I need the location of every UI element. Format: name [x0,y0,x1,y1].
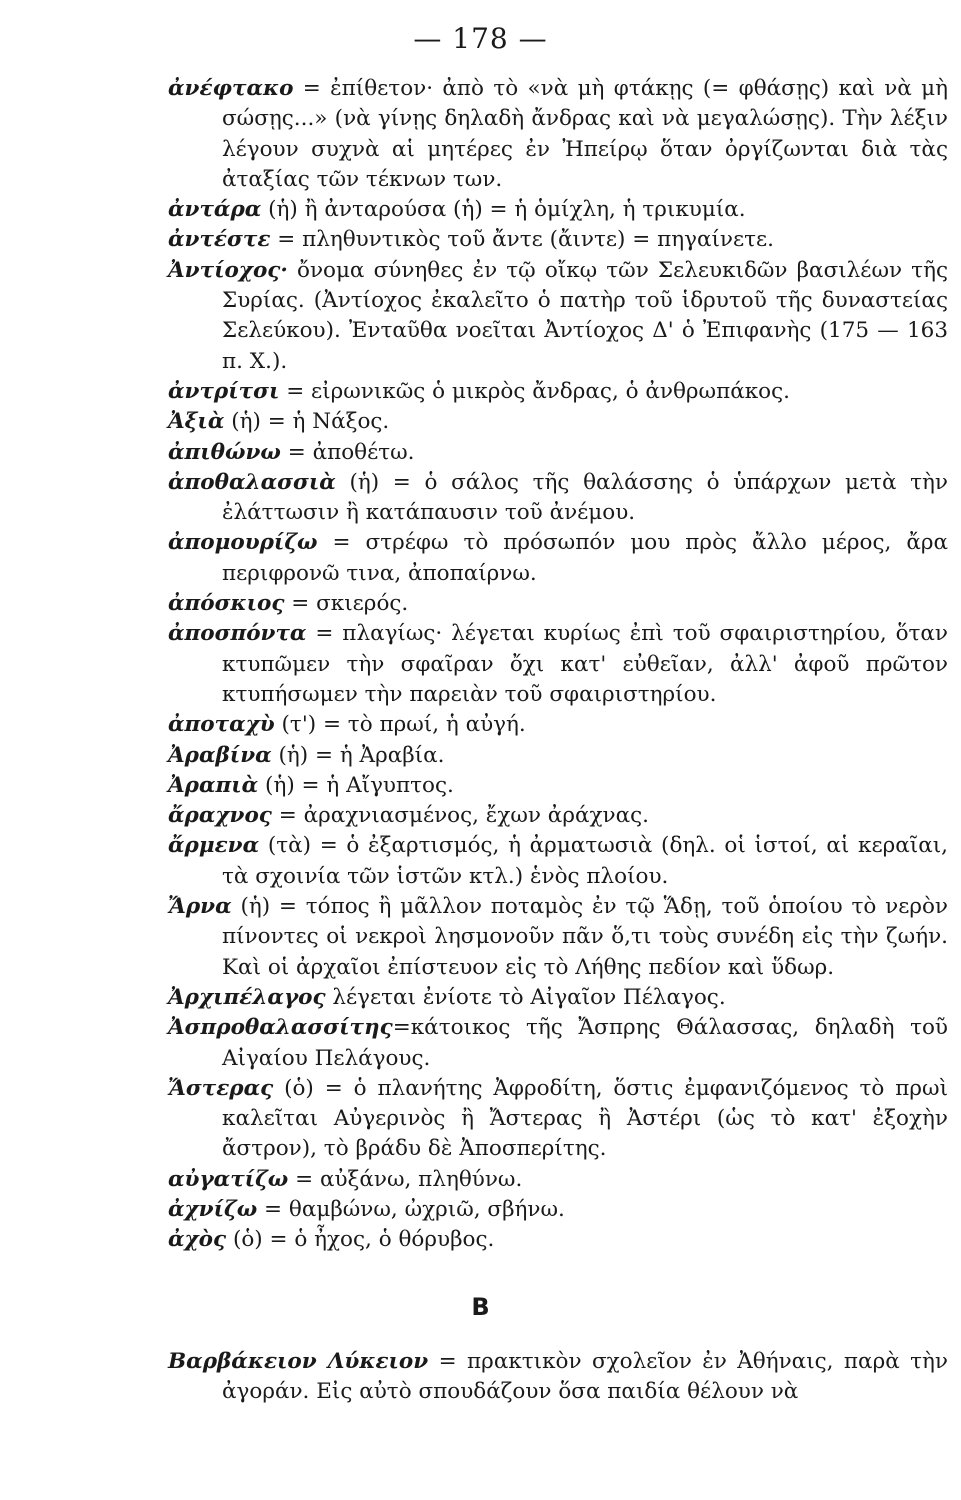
entry-definition: = πλαγίως· λέγεται κυρίως ἐπὶ τοῦ σφαιριστηρίου, ὅταν κτυπῶμεν τὴν σφαῖραν ὄχι κατ' εὐθεῖαν, ἀλλ' ἀφοῦ πρῶτον κτυπήσωμεν τὴν παρειὰν τοῦ σφαιριστηρίου. [222,621,948,707]
entry-headword: Ἀντίοχος· [168,257,288,283]
dictionary-entry [168,619,948,710]
entry-headword: ἀντάρα [168,197,262,223]
dictionary-entry [168,710,948,740]
dictionary-entry [168,801,948,831]
entry-definition: (ἡ) = ὁ σάλος τῆς θαλάσσης ὁ ὑπάρχων μετὰ τὴν ἐλάττωσιν ἢ κατάπαυσιν τοῦ ἀνέμου. [222,469,948,526]
dictionary-entry [168,1195,948,1225]
entry-definition: = ἐπίθετον· ἀπὸ τὸ «νὰ μὴ φτάκῃς (= φθάσῃς) καὶ νὰ μὴ σώσῃς...» (νὰ γίνῃς δηλαδὴ ἄνδρας καὶ νὰ μεγαλώσῃς). Τὴν λέξιν λέγουν συχνὰ αἱ μητέρες ἐν Ἠπείρῳ ὅταν ὀργίζωνται διὰ τὰς ἀταξίας τῶν τέκνων των. [222,76,948,192]
dictionary-entry [168,468,948,529]
entry-definition: (τὰ) = ὁ ἐξαρτισμός, ἡ ἀρματωσιὰ (δηλ. οἱ ἱστοί, αἱ κεραῖαι, τὰ σχοινία τῶν ἱστῶν κτλ.) ἑνὸς πλοίου. [222,833,948,889]
entry-definition: (ἡ) = ἡ Αἴγυπτος. [258,772,454,798]
entry-headword: Ἀραβίνα [168,742,272,768]
entry-headword: Ἄστερας [168,1075,274,1101]
entry-headword: Ἄρνα [168,894,232,920]
entry-headword: ἀντέστε [168,227,271,253]
entry-definition: = πρακτικὸν σχολεῖον ἐν Ἀθήναις, παρὰ τὴν ἀγοράν. Εἰς αὐτὸ σπουδάζουν ὅσα παιδία θέλουν νὰ [222,1349,948,1405]
section-letter-heading: B [471,1293,490,1321]
entry-definition: ὄνομα σύνηθες ἐν τῷ οἴκῳ τῶν Σελευκιδῶν βασιλέων τῆς Συρίας. (Ἀντίοχος ἐκαλεῖτο ὁ πατὴρ τοῦ ἱδρυτοῦ τῆς δυναστείας Σελεύκου). Ἐνταῦθα νοεῖται Ἀντίοχος Δ' ὁ Ἐπιφανὴς (175 — 163 π. Χ.). [222,257,948,374]
dictionary-entry [168,256,948,377]
entry-headword: Ἀραπιὰ [168,772,259,798]
entry-definition: = στρέφω τὸ πρόσωπόν μου πρὸς ἄλλο μέρος, ἄρα περιφρονῶ τινα, ἀποπαίρνω. [222,530,948,586]
dictionary-entry [168,831,948,892]
entry-headword: Ἀρχιπέλαγος [168,984,326,1010]
entry-headword: ἀντρίτσι [168,378,280,404]
dictionary-entry [168,1074,948,1165]
entry-definition: = θαμβώνω, ὠχριῶ, σβήνω. [257,1196,565,1222]
entry-headword: Ἀξιὰ [168,409,225,435]
dictionary-entry [168,1347,948,1408]
dictionary-entry [168,589,948,619]
page-number: — 178 — [413,22,548,55]
dictionary-entries-b [168,1347,948,1408]
dictionary-entry [168,438,948,468]
dictionary-entry [168,407,948,437]
entry-headword: ἀποσπόντα [168,621,307,647]
dictionary-entry [168,1225,948,1255]
entry-definition: = ἀραχνιασμένος, ἔχων ἀράχνας. [271,803,649,829]
entry-definition: (τ') = τὸ πρωί, ἡ αὐγή. [274,712,526,738]
entry-headword: ἀχὸς [168,1227,227,1253]
entry-headword: Ἀσπροθαλασσίτης [168,1015,393,1041]
dictionary-entry [168,1013,948,1074]
entry-headword: ἄραχνος [168,803,272,829]
entry-definition: = πληθυντικὸς τοῦ ἄντε (ἄιντε) = πηγαίνετε. [270,227,774,253]
entry-definition: =κάτοικος τῆς Ἄσπρης Θάλασσας, δηλαδὴ τοῦ Αἰγαίου Πελάγους. [222,1015,948,1071]
entry-definition: = αὐξάνω, πληθύνω. [288,1166,523,1192]
entry-definition: = σκιερός. [284,591,409,617]
entry-definition: (ἡ) = τόπος ἢ μᾶλλον ποταμὸς ἐν τῷ Ἅδῃ, τοῦ ὁποίου τὸ νερὸν πίνοντες οἱ νεκροὶ λησμονοῦν πᾶν ὅ,τι τοὺς συνέδη εἰς τὴν ζωήν. Καὶ οἱ ἀρχαῖοι ἐπίστευον εἰς τὸ Λήθης πεδίον καὶ ὕδωρ. [222,894,948,980]
entry-headword: αὐγατίζω [168,1166,289,1192]
entry-headword: Βαρβάκειον Λύκειον [168,1349,429,1374]
dictionary-entry [168,1165,948,1195]
dictionary-entry [168,377,948,407]
entry-headword: ἀποθαλασσιὰ [168,469,336,495]
entry-headword: ἀχνίζω [168,1196,258,1222]
dictionary-entries [168,74,948,1256]
entry-definition: = εἰρωνικῶς ὁ μικρὸς ἄνδρας, ὁ ἀνθρωπάκος. [279,378,790,404]
entry-definition: λέγεται ἐνίοτε τὸ Αἰγαῖον Πέλαγος. [325,984,726,1010]
dictionary-entry [168,225,948,255]
dictionary-entry [168,74,948,195]
entry-headword: ἀπόσκιος [168,591,285,617]
dictionary-entry [168,528,948,589]
entry-definition: (ἡ) = ἡ Ἀραβία. [271,742,445,768]
entry-headword: ἀποταχὺ [168,712,275,738]
entry-definition: = ἀποθέτω. [280,439,415,465]
dictionary-entry [168,771,948,801]
entry-headword: ἀπιθώνω [168,439,281,465]
entry-definition: (ἡ) = ἡ Νάξος. [224,409,390,435]
entry-definition: (ἡ) ἢ ἀνταρούσα (ἡ) = ἡ ὁμίχλη, ἡ τρικυμία. [261,197,746,223]
entry-headword: ἄρμενα [168,833,260,859]
entry-headword: ἀνέφτακο [168,76,294,101]
dictionary-entry [168,983,948,1013]
dictionary-entry [168,741,948,771]
dictionary-entry [168,195,948,225]
entry-definition: (ὁ) = ὁ πλανήτης Ἀφροδίτη, ὅστις ἐμφανιζόμενος τὸ πρωὶ καλεῖται Αὐγερινὸς ἢ Ἄστερας ἢ Ἀστέρι (ὡς τὸ κατ' ἐξοχὴν ἄστρον), τὸ βράδυ δὲ Ἀποσπερίτης. [222,1075,948,1162]
entry-definition: (ὁ) = ὁ ἦχος, ὁ θόρυβος. [226,1227,495,1253]
dictionary-entry [168,892,948,983]
entry-headword: ἀπομουρίζω [168,530,318,556]
